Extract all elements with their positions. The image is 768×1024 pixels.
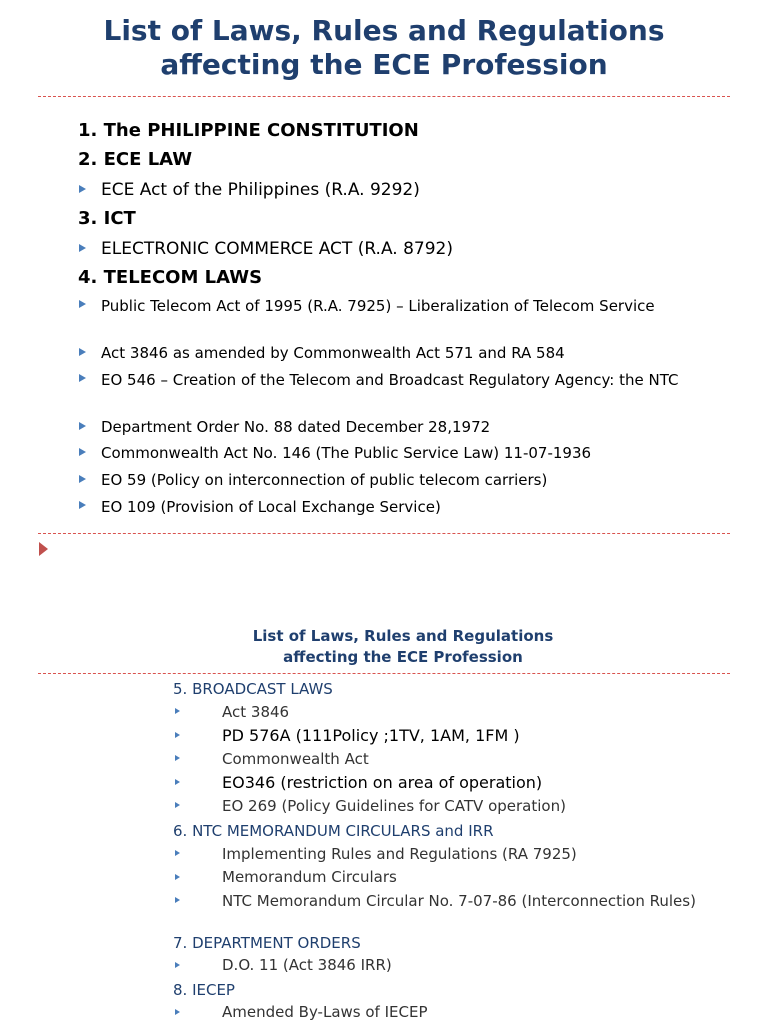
list-item: ELECTRONIC COMMERCE ACT (R.A. 8792) xyxy=(101,239,453,259)
title-divider xyxy=(38,96,730,97)
title-divider xyxy=(38,673,730,674)
section-heading: 3. ICT xyxy=(78,208,136,229)
bullet-arrow-icon xyxy=(175,779,180,785)
list-item: Memorandum Circulars xyxy=(222,868,397,886)
section-heading: 4. TELECOM LAWS xyxy=(78,267,263,288)
bullet-arrow-icon xyxy=(175,802,180,808)
list-item: Implementing Rules and Regulations (RA 7925) xyxy=(222,845,577,863)
bullet-arrow-icon xyxy=(79,300,86,308)
list-item: D.O. 11 (Act 3846 IRR) xyxy=(222,956,392,974)
bullet-arrow-icon xyxy=(175,850,180,856)
bullet-arrow-icon xyxy=(79,501,86,509)
section-heading: 7. DEPARTMENT ORDERS xyxy=(173,934,361,952)
section-heading: 2. ECE LAW xyxy=(78,149,193,170)
bullet-arrow-icon xyxy=(79,348,86,356)
bullet-arrow-icon xyxy=(79,244,86,252)
slide-title-line-1: List of Laws, Rules and Regulations xyxy=(252,627,554,645)
slide-divider xyxy=(38,533,730,534)
slide-title-line-2: affecting the ECE Profession xyxy=(160,48,608,81)
bullet-arrow-icon xyxy=(79,185,86,193)
play-arrow-icon[interactable] xyxy=(39,542,48,556)
bullet-arrow-icon xyxy=(175,1009,180,1015)
section-heading: 6. NTC MEMORANDUM CIRCULARS and IRR xyxy=(173,822,494,840)
bullet-arrow-icon xyxy=(175,962,180,968)
bullet-arrow-icon xyxy=(175,874,180,880)
bullet-arrow-icon xyxy=(79,475,86,483)
list-item: EO 59 (Policy on interconnection of public telecom carriers) xyxy=(101,471,548,489)
list-item: EO 546 – Creation of the Telecom and Broadcast Regulatory Agency: the NTC xyxy=(101,371,679,389)
bullet-arrow-icon xyxy=(175,732,180,738)
list-item: EO 269 (Policy Guidelines for CATV operation) xyxy=(222,797,566,815)
bullet-arrow-icon xyxy=(175,897,180,903)
slide-2 xyxy=(0,600,768,1024)
section-heading: 1. The PHILIPPINE CONSTITUTION xyxy=(78,120,419,141)
list-item: Department Order No. 88 dated December 28,1972 xyxy=(101,418,491,436)
list-item: ECE Act of the Philippines (R.A. 9292) xyxy=(101,180,420,200)
list-item: Commonwealth Act xyxy=(222,750,369,768)
list-item: Public Telecom Act of 1995 (R.A. 7925) – Liberalization of Telecom Service xyxy=(101,297,655,315)
list-item: Amended By-Laws of IECEP xyxy=(222,1003,428,1021)
bullet-arrow-icon xyxy=(79,448,86,456)
list-item: Act 3846 xyxy=(222,703,290,721)
bullet-arrow-icon xyxy=(175,755,180,761)
bullet-arrow-icon xyxy=(175,708,180,714)
bullet-arrow-icon xyxy=(79,374,86,382)
bullet-arrow-icon xyxy=(79,422,86,430)
list-item: EO346 (restriction on area of operation) xyxy=(222,773,543,792)
list-item: Act 3846 as amended by Commonwealth Act 571 and RA 584 xyxy=(101,344,565,362)
list-item: Commonwealth Act No. 146 (The Public Service Law) 11-07-1936 xyxy=(101,444,592,462)
slide-title xyxy=(0,14,768,82)
slide-title xyxy=(0,626,768,668)
list-item: PD 576A (111Policy ;1TV, 1AM, 1FM ) xyxy=(222,726,520,745)
section-heading: 5. BROADCAST LAWS xyxy=(173,680,333,698)
slide-title-line-2: affecting the ECE Profession xyxy=(283,648,523,666)
list-item: EO 109 (Provision of Local Exchange Service) xyxy=(101,498,441,516)
section-heading: 8. IECEP xyxy=(173,981,235,999)
list-item: NTC Memorandum Circular No. 7-07-86 (Interconnection Rules) xyxy=(222,892,696,910)
slide-title-line-1: List of Laws, Rules and Regulations xyxy=(103,14,665,47)
